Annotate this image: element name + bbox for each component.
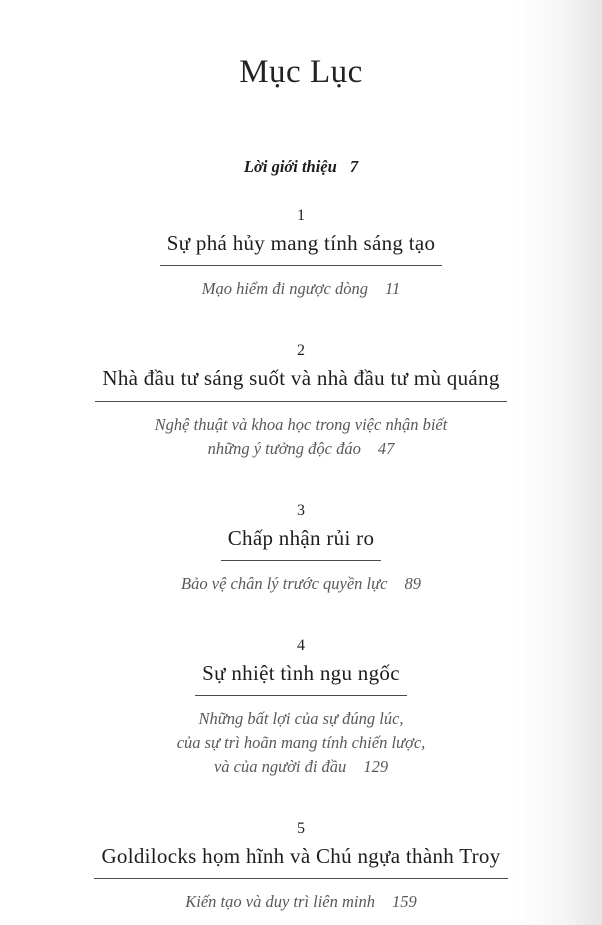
chapter-subtitle-line: và của người đi đầu: [213, 757, 347, 776]
chapter-title: Nhà đầu tư sáng suốt và nhà đầu tư mù quáng: [95, 365, 506, 401]
chapter-number: 4: [297, 636, 305, 654]
chapter-list: [0, 207, 602, 914]
chapter-title: Chấp nhận rủi ro: [221, 525, 382, 561]
chapter-entry-1: [0, 207, 602, 301]
chapter-subtitle: [0, 277, 602, 301]
chapter-subtitle: [0, 707, 602, 779]
chapter-entry-2: [0, 342, 602, 460]
chapter-subtitle: [0, 890, 602, 914]
chapter-subtitle-line: Nghệ thuật và khoa học trong việc nhận biết: [154, 414, 448, 434]
chapter-page-number: 11: [385, 279, 401, 299]
chapter-page-number: 89: [404, 573, 421, 593]
chapter-subtitle-line: Mạo hiểm đi ngược dòng: [201, 279, 368, 299]
chapter-subtitle-line: Kiến tạo và duy trì liên minh: [185, 892, 375, 912]
intro-label: Lời giới thiệu: [243, 157, 337, 176]
chapter-subtitle: [0, 572, 602, 596]
chapter-title: Goldilocks họm hĩnh và Chú ngựa thành Troy: [94, 843, 507, 879]
chapter-title: Sự nhiệt tình ngu ngốc: [195, 660, 407, 696]
chapter-number: 1: [297, 207, 305, 224]
chapter-number: 3: [297, 501, 305, 519]
chapter-subtitle-line: Những bất lợi của sự đúng lúc,: [198, 709, 404, 728]
chapter-entry-3: [0, 502, 602, 596]
chapter-subtitle-line: của sự trì hoãn mang tính chiến lược,: [176, 733, 426, 752]
chapter-subtitle-line: những ý tưởng độc đáo: [207, 438, 361, 458]
chapter-number: 5: [297, 820, 305, 837]
chapter-page-number: 159: [391, 892, 417, 912]
chapter-title: Sự phá hủy mang tính sáng tạo: [160, 230, 443, 266]
chapter-page-number: 129: [363, 757, 389, 776]
page-title: Mục Lục: [239, 54, 363, 90]
chapter-subtitle-line: Bảo vệ chân lý trước quyền lực: [181, 573, 388, 593]
chapter-subtitle: [0, 413, 602, 461]
chapter-number: 2: [297, 342, 305, 360]
chapter-entry-4: [0, 637, 602, 779]
intro-page-number: 7: [349, 157, 359, 176]
chapter-entry-5: [0, 820, 602, 914]
chapter-page-number: 47: [377, 438, 395, 458]
intro-entry: [0, 157, 602, 177]
